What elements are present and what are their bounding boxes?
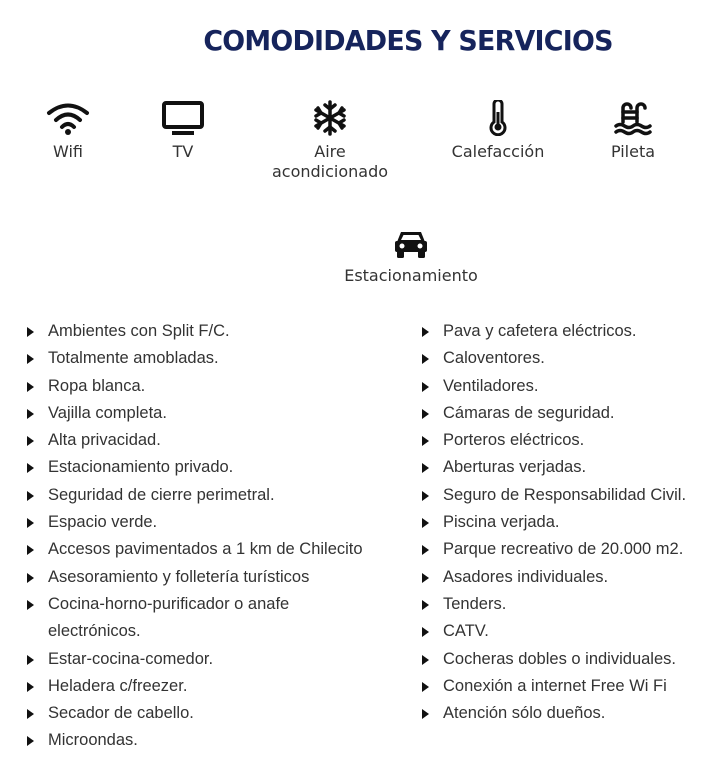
bullet-icon [422, 545, 429, 555]
list-item: CATV. [421, 618, 686, 645]
bullet-icon [422, 463, 429, 473]
bullet-icon [27, 491, 34, 501]
wifi-icon [46, 100, 90, 136]
pool-icon [613, 100, 653, 136]
list-item: Estar-cocina-comedor. [26, 646, 363, 673]
bullet-icon [422, 409, 429, 419]
list-item: Seguridad de cierre perimetral. [26, 482, 363, 509]
bullet-icon [422, 655, 429, 665]
bullet-icon [422, 627, 429, 637]
bullet-icon [27, 436, 34, 446]
amenity-estacionamiento [336, 220, 486, 286]
bullet-icon [422, 491, 429, 501]
amenity-label: TV [172, 142, 194, 161]
bullet-icon [27, 709, 34, 719]
list-item: Cocina-horno-purificador o anafe electrónicos. [26, 591, 348, 646]
amenity-label: Aire acondicionado [271, 142, 389, 181]
bullet-icon [27, 682, 34, 692]
list-item: Espacio verde. [26, 509, 363, 536]
list-item: Ventiladores. [421, 373, 686, 400]
list-item: Alta privacidad. [26, 427, 363, 454]
bullet-icon [27, 354, 34, 364]
bullet-icon [422, 682, 429, 692]
list-item: Secador de cabello. [26, 700, 363, 727]
bullet-icon [422, 327, 429, 337]
bullet-icon [422, 382, 429, 392]
list-item: Porteros eléctricos. [421, 427, 686, 454]
list-item: Vajilla completa. [26, 400, 363, 427]
amenity-tv [108, 96, 258, 162]
list-item: Accesos pavimentados a 1 km de Chilecito [26, 536, 363, 563]
bullet-icon [27, 463, 34, 473]
amenity-calefaccion [423, 96, 573, 162]
bullet-icon [422, 573, 429, 583]
bullet-icon [27, 600, 34, 610]
list-item: Tenders. [421, 591, 686, 618]
list-item: Totalmente amobladas. [26, 345, 363, 372]
list-item: Asesoramiento y folletería turísticos [26, 564, 363, 591]
bullet-icon [27, 736, 34, 746]
snowflake-icon [312, 100, 348, 136]
bullet-icon [422, 709, 429, 719]
bullet-icon [27, 382, 34, 392]
list-item: Atención sólo dueños. [421, 700, 686, 727]
amenity-label: Wifi [53, 142, 83, 161]
bullet-icon [27, 327, 34, 337]
list-item: Aberturas verjadas. [421, 454, 686, 481]
bullet-icon [27, 655, 34, 665]
services-list-left [26, 318, 363, 755]
list-item: Microondas. [26, 727, 363, 754]
amenity-aire [255, 96, 405, 182]
amenity-label: Calefacción [451, 142, 545, 161]
list-item: Estacionamiento privado. [26, 454, 363, 481]
car-icon [393, 228, 429, 260]
list-item: Parque recreativo de 20.000 m2. [421, 536, 686, 563]
bullet-icon [27, 409, 34, 419]
list-item: Heladera c/freezer. [26, 673, 363, 700]
amenity-pileta [558, 96, 708, 162]
bullet-icon [422, 354, 429, 364]
bullet-icon [27, 518, 34, 528]
list-item: Conexión a internet Free Wi Fi [421, 673, 686, 700]
list-item: Pava y cafetera eléctricos. [421, 318, 686, 345]
thermometer-icon [486, 100, 510, 136]
bullet-icon [422, 436, 429, 446]
list-item: Seguro de Responsabilidad Civil. [421, 482, 686, 509]
list-item: Asadores individuales. [421, 564, 686, 591]
list-item: Cocheras dobles o individuales. [421, 646, 686, 673]
list-item: Cámaras de seguridad. [421, 400, 686, 427]
list-item: Ropa blanca. [26, 373, 363, 400]
list-item: Ambientes con Split F/C. [26, 318, 363, 345]
bullet-icon [27, 545, 34, 555]
bullet-icon [422, 600, 429, 610]
page-title: COMODIDADES Y SERVICIOS [203, 24, 613, 57]
list-item: Caloventores. [421, 345, 686, 372]
bullet-icon [422, 518, 429, 528]
amenity-label: Estacionamiento [344, 266, 478, 285]
amenity-label: Pileta [610, 142, 656, 161]
services-list-right [421, 318, 686, 727]
bullet-icon [27, 573, 34, 583]
list-item: Piscina verjada. [421, 509, 686, 536]
tv-icon [161, 100, 205, 136]
